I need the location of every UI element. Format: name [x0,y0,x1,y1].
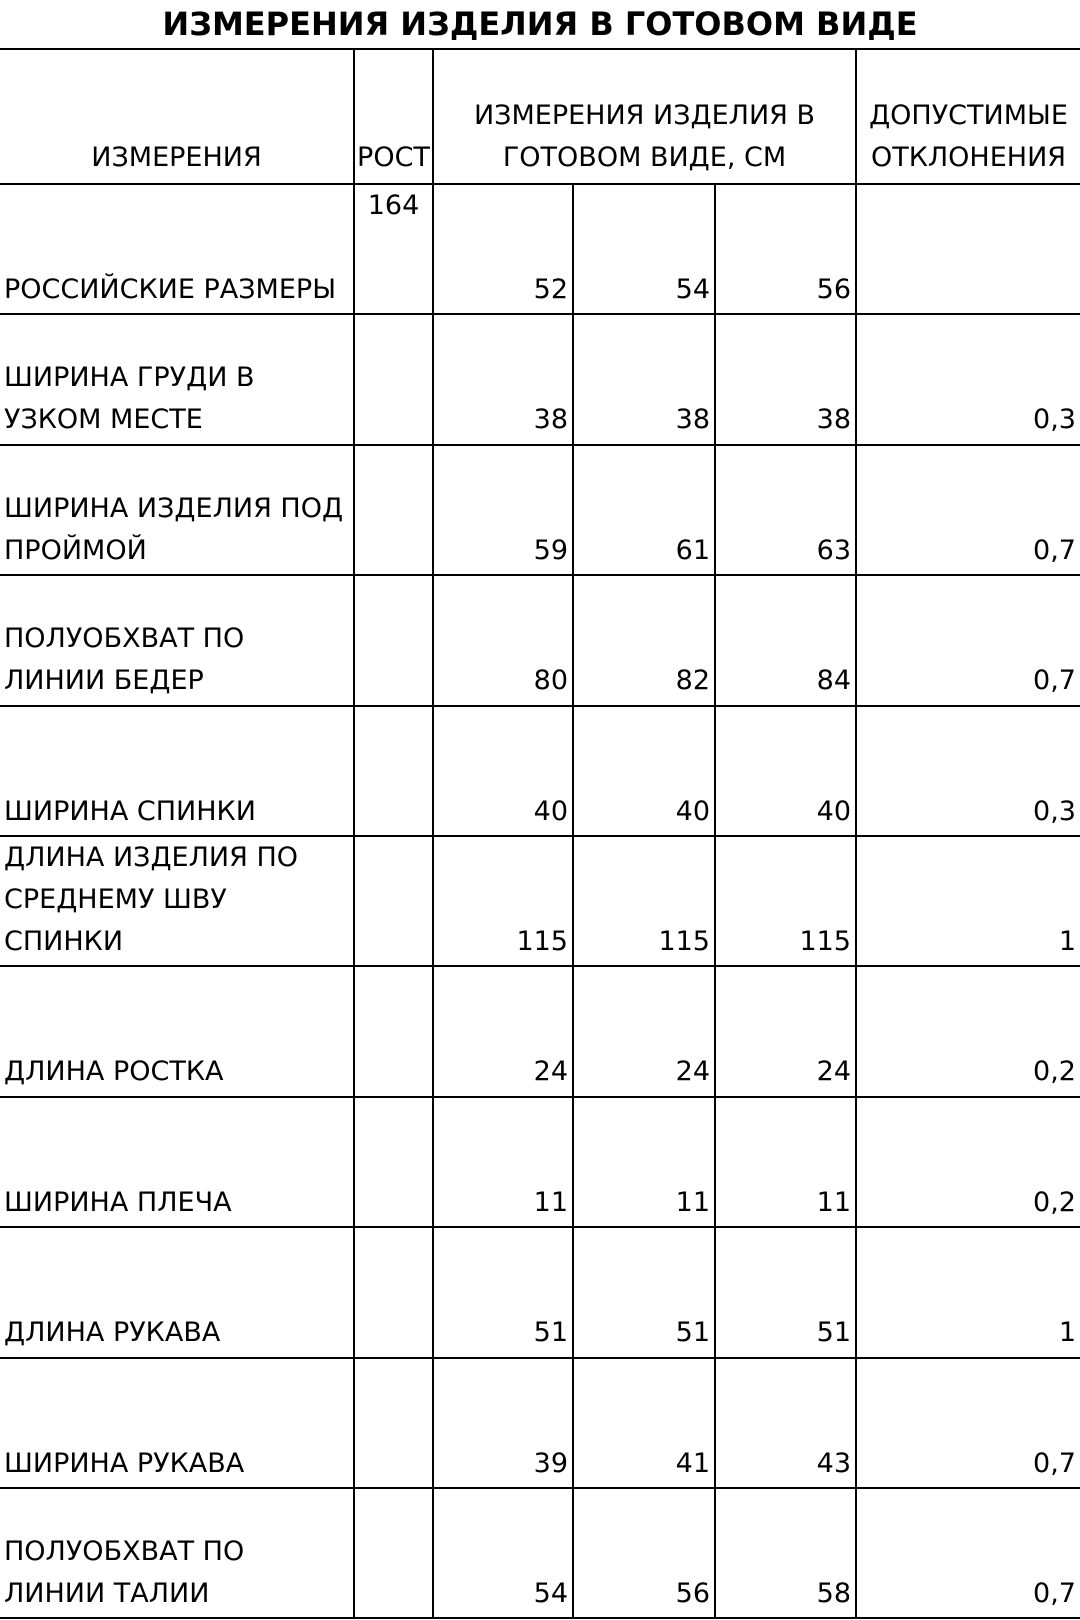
measurement-row-label: ШИРИНА ГРУДИ В УЗКОМ МЕСТЕ [4,362,255,435]
sizes-row-value: 56 [816,274,851,305]
header-tolerance: ДОПУСТИМЫЕ ОТКЛОНЕНИЯ [869,100,1068,173]
measurement-row-tolerance: 0,2 [1033,1187,1076,1218]
measurement-row-label: ДЛИНА РУКАВА [4,1317,221,1348]
header-measurements: ИЗМЕРЕНИЯ [91,142,262,173]
measurement-row-value: 59 [533,535,568,566]
measurement-row-value: 115 [799,926,851,957]
measurement-row-value: 58 [816,1578,851,1609]
measurement-row-label: ПОЛУОБХВАТ ПО ЛИНИИ ТАЛИИ [4,1536,245,1609]
measurement-row-tolerance: 1 [1058,926,1076,957]
measurement-row-tolerance: 0,7 [1033,1578,1076,1609]
measurement-row-value: 40 [533,796,568,827]
measurement-row-value: 80 [533,665,568,696]
sizes-row-value: 52 [533,274,568,305]
measurement-row-value: 115 [516,926,568,957]
measurement-row-label: ШИРИНА ПЛЕЧА [4,1187,232,1218]
measurement-row-value: 38 [816,404,851,435]
measurement-row-value: 11 [816,1187,851,1218]
measurement-row-value: 24 [816,1056,851,1087]
header-finished-measurements: ИЗМЕРЕНИЯ ИЗДЕЛИЯ В ГОТОВОМ ВИДЕ, СМ [473,100,816,173]
measurement-row-label: ПОЛУОБХВАТ ПО ЛИНИИ БЕДЕР [4,623,245,696]
measurement-row-value: 51 [675,1317,710,1348]
measurement-row-value: 51 [533,1317,568,1348]
sizes-row-tolerance [857,185,1080,313]
measurement-row-value: 56 [675,1578,710,1609]
height-value: 164 [367,190,420,221]
rule-line [0,1617,1080,1619]
measurement-row-label: ДЛИНА ИЗДЕЛИЯ ПО СРЕДНЕМУ ШВУ СПИНКИ [4,842,299,957]
measurement-row-label: ШИРИНА РУКАВА [4,1448,245,1479]
measurement-row-value: 40 [675,796,710,827]
measurement-row-value: 38 [675,404,710,435]
measurement-row-value: 43 [816,1448,851,1479]
measurement-row-value: 24 [675,1056,710,1087]
measurement-row-value: 84 [816,665,851,696]
column-line [353,48,355,1617]
measurement-row-tolerance: 0,7 [1033,535,1076,566]
measurement-row-value: 61 [675,535,710,566]
measurement-row-tolerance: 0,3 [1033,796,1076,827]
measurement-row-value: 82 [675,665,710,696]
measurement-row-value: 11 [533,1187,568,1218]
measurement-row-label: ШИРИНА СПИНКИ [4,796,256,827]
measurement-row-value: 51 [816,1317,851,1348]
measurement-row-value: 63 [816,535,851,566]
measurement-row-value: 39 [533,1448,568,1479]
measurement-row-tolerance: 1 [1058,1317,1076,1348]
measurement-row-label: ДЛИНА РОСТКА [4,1056,224,1087]
measurement-row-value: 41 [675,1448,710,1479]
measurement-row-tolerance: 0,7 [1033,665,1076,696]
measurement-row-value: 38 [533,404,568,435]
measurement-row-value: 115 [658,926,710,957]
measurement-row-tolerance: 0,3 [1033,404,1076,435]
measurement-row-value: 11 [675,1187,710,1218]
measurement-row-value: 40 [816,796,851,827]
measurement-row-tolerance: 0,2 [1033,1056,1076,1087]
sizes-row-value: 54 [675,274,710,305]
page-title: ИЗМЕРЕНИЯ ИЗДЕЛИЯ В ГОТОВОМ ВИДЕ [162,5,918,43]
measurement-row-value: 24 [533,1056,568,1087]
measurement-row-value: 54 [533,1578,568,1609]
measurement-row-tolerance: 0,7 [1033,1448,1076,1479]
measurement-row-label: ШИРИНА ИЗДЕЛИЯ ПОД ПРОЙМОЙ [4,493,344,566]
sizes-row-label: РОССИЙСКИЕ РАЗМЕРЫ [4,274,337,305]
header-height: РОСТ [357,142,430,173]
